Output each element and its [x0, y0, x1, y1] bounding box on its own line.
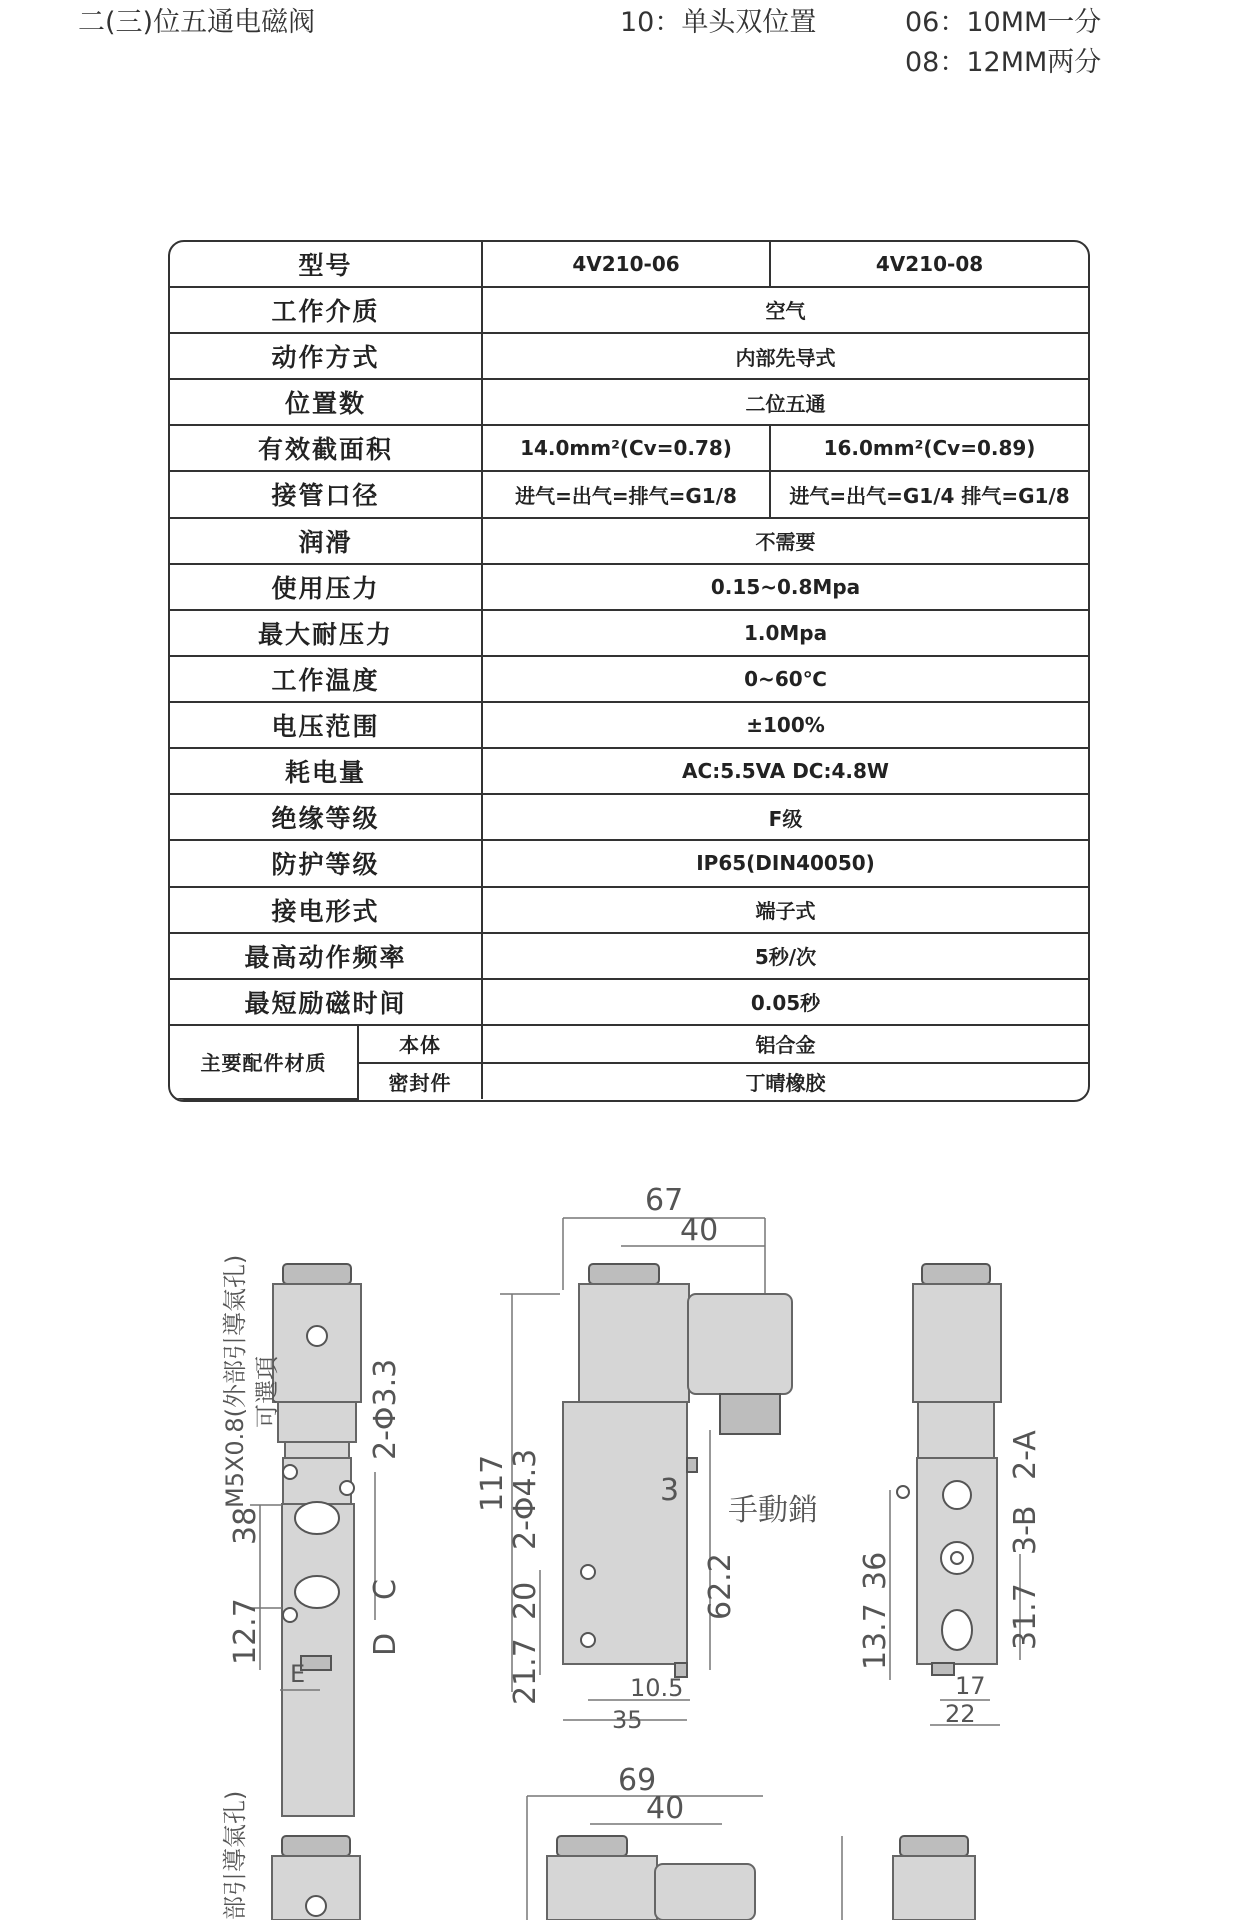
- material-label: 主要配件材质: [170, 1025, 358, 1099]
- spec-row: [170, 887, 1088, 933]
- right-dim-31-7: 31.7: [1008, 1583, 1043, 1650]
- spec-row-label: 位置数: [170, 379, 482, 425]
- spec-row: [170, 656, 1088, 702]
- left-optional-note: 可選項: [253, 1356, 281, 1428]
- spec-row-value: ±100%: [482, 702, 1088, 748]
- mid-hole-dim: 2-Φ4.3: [508, 1448, 543, 1550]
- spec-row: [170, 979, 1088, 1025]
- port-a-label: 2-A: [1008, 1430, 1043, 1480]
- material-row-body: [170, 1025, 1088, 1063]
- left-view: [221, 1255, 403, 1816]
- spec-row-label: 工作温度: [170, 656, 482, 702]
- spec-row-value: 二位五通: [482, 379, 1088, 425]
- second-dim-69: 69: [618, 1763, 657, 1798]
- right-view: [858, 1264, 1043, 1728]
- model-b: 4V210-08: [770, 242, 1088, 287]
- left-hole-dim: 2-Φ3.3: [368, 1358, 403, 1460]
- right-dim-22: 22: [945, 1700, 976, 1728]
- mid-dim-21-7: 21.7: [508, 1638, 543, 1705]
- seal-value: 丁晴橡胶: [482, 1063, 1088, 1099]
- port-e-label: E: [290, 1660, 306, 1688]
- spec-row-label: 接管口径: [170, 471, 482, 517]
- product-title: 二(三)位五通电磁阀: [78, 7, 316, 38]
- port-b-label: 3-B: [1008, 1505, 1043, 1555]
- mid-dim-40: 40: [680, 1213, 719, 1248]
- middle-view: [475, 1183, 818, 1734]
- spec-row-label: 使用压力: [170, 564, 482, 610]
- spec-row-value: F级: [482, 794, 1088, 840]
- spec-row-value: 不需要: [482, 518, 1088, 564]
- spec-row: [170, 425, 1088, 471]
- mid-dim-20: 20: [508, 1581, 543, 1620]
- body-value: 铝合金: [482, 1025, 1088, 1063]
- mid-dim-3: 3: [660, 1473, 680, 1508]
- manual-pin-label: 手動銷: [728, 1493, 818, 1528]
- spec-row-value-a: 进气=出气=排气=G1/8: [482, 471, 770, 517]
- model-a: 4V210-06: [482, 242, 770, 287]
- spec-row-label: 最高动作频率: [170, 933, 482, 979]
- spec-row-label: 最大耐压力: [170, 610, 482, 656]
- code-08-note: 08：12MM两分: [905, 47, 1102, 78]
- spec-row-value-b: 16.0mm²(Cv=0.89): [770, 425, 1088, 471]
- right-dim-17: 17: [955, 1672, 986, 1700]
- spec-row: [170, 471, 1088, 517]
- spec-row-label: 最短励磁时间: [170, 979, 482, 1025]
- mid-dim-10-5: 10.5: [630, 1674, 684, 1702]
- spec-row-value: 5秒/次: [482, 933, 1088, 979]
- spec-row-value: 0.15~0.8Mpa: [482, 564, 1088, 610]
- right-dim-36: 36: [858, 1551, 893, 1590]
- spec-row-value: 1.0Mpa: [482, 610, 1088, 656]
- second-dim-40: 40: [646, 1791, 685, 1826]
- spec-row-label: 有效截面积: [170, 425, 482, 471]
- spec-row-value: IP65(DIN40050): [482, 840, 1088, 886]
- port-c-label: C: [368, 1579, 403, 1600]
- spec-table-body: [170, 242, 1088, 1099]
- mid-dim-35: 35: [612, 1706, 643, 1734]
- code-06-note: 06：10MM一分: [905, 7, 1102, 38]
- spec-table: [168, 240, 1090, 1102]
- second-exhaust-note: 部引導氣孔): [221, 1790, 249, 1920]
- spec-row-value: AC:5.5VA DC:4.8W: [482, 748, 1088, 794]
- body-label: 本体: [358, 1025, 482, 1063]
- mid-dim-117: 117: [475, 1454, 510, 1512]
- spec-row: [170, 702, 1088, 748]
- mid-dim-62-2: 62.2: [703, 1553, 738, 1620]
- spec-row: [170, 748, 1088, 794]
- spec-row-label: 耗电量: [170, 748, 482, 794]
- spec-row: [170, 610, 1088, 656]
- model-row: [170, 242, 1088, 287]
- spec-row: [170, 840, 1088, 886]
- right-dim-13-7: 13.7: [858, 1603, 893, 1670]
- spec-row-value: 0.05秒: [482, 979, 1088, 1025]
- spec-row-label: 防护等级: [170, 840, 482, 886]
- left-dim-38: 38: [228, 1506, 263, 1545]
- spec-row-value: 内部先导式: [482, 333, 1088, 379]
- mid-dim-67: 67: [645, 1183, 684, 1218]
- spec-row-label: 绝缘等级: [170, 794, 482, 840]
- dimension-drawing: [0, 1160, 1240, 1920]
- spec-row-value: 0~60℃: [482, 656, 1088, 702]
- spec-row-label: 润滑: [170, 518, 482, 564]
- left-dim-12-7: 12.7: [228, 1598, 263, 1665]
- spec-row: [170, 287, 1088, 333]
- model-label: 型号: [170, 242, 482, 287]
- spec-row: [170, 333, 1088, 379]
- seal-label: 密封件: [358, 1063, 482, 1099]
- spec-row-value-b: 进气=出气=G1/4 排气=G1/8: [770, 471, 1088, 517]
- spec-row: [170, 379, 1088, 425]
- spec-row-label: 接电形式: [170, 887, 482, 933]
- spec-row-label: 动作方式: [170, 333, 482, 379]
- spec-row: [170, 564, 1088, 610]
- spec-row: [170, 794, 1088, 840]
- left-exhaust-note: M5X0.8(外部引導氣孔): [221, 1254, 249, 1508]
- spec-row-value: 空气: [482, 287, 1088, 333]
- spec-row-value: 端子式: [482, 887, 1088, 933]
- spec-row: [170, 518, 1088, 564]
- port-d-label: D: [368, 1632, 403, 1656]
- spec-row: [170, 933, 1088, 979]
- spec-row-label: 电压范围: [170, 702, 482, 748]
- spec-row-value-a: 14.0mm²(Cv=0.78): [482, 425, 770, 471]
- spec-row-label: 工作介质: [170, 287, 482, 333]
- code-10-note: 10：单头双位置: [620, 7, 817, 38]
